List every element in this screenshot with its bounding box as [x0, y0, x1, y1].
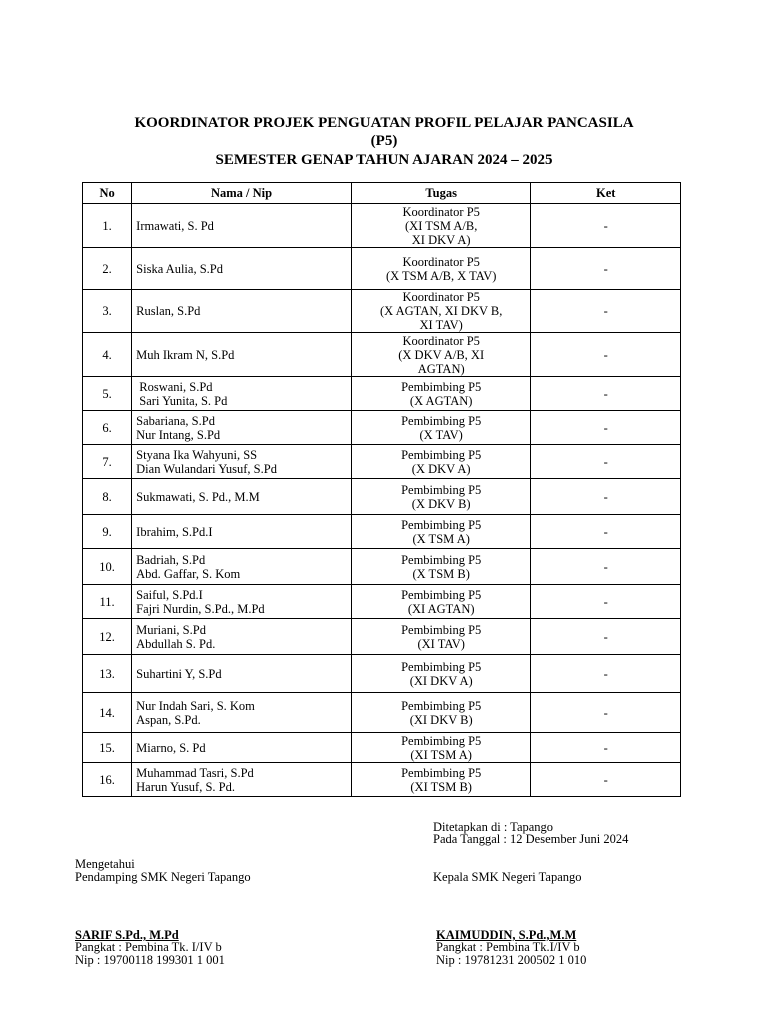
nama-line: Badriah, S.Pd: [136, 552, 206, 567]
tugas-line: (X TAV): [419, 427, 463, 442]
tugas-line: (X DKV B): [411, 496, 471, 511]
left-signatory-pangkat: Pangkat : Pembina Tk. I/IV b: [75, 940, 222, 954]
ditetapkan-text: Ditetapkan di : Tapango: [433, 820, 554, 834]
row-number: 12.: [83, 619, 132, 655]
nama-line: Irmawati, S. Pd: [136, 218, 214, 233]
tugas-line: (XI TSM A/B,: [405, 218, 478, 233]
table-row: [83, 733, 681, 763]
nama-line: Sabariana, S.Pd: [136, 413, 215, 428]
row-number: 15.: [83, 733, 132, 763]
row-tugas: [351, 693, 531, 733]
nama-line: Saiful, S.Pd.I: [136, 587, 203, 602]
document-subtitle: SEMESTER GENAP TAHUN AJARAN 2024 – 2025: [215, 152, 553, 168]
row-nama: [132, 445, 352, 479]
row-ket: -: [531, 333, 681, 377]
tugas-line: Pembimbing P5: [401, 622, 482, 637]
kepala-text: Kepala SMK Negeri Tapango: [433, 870, 582, 884]
table-row: [83, 655, 681, 693]
nama-line: Sukmawati, S. Pd., M.M: [136, 489, 260, 504]
tugas-line: (X TSM A/B, X TAV): [385, 268, 497, 283]
tugas-line: Koordinator P5: [402, 204, 480, 219]
tugas-line: Pembimbing P5: [401, 482, 482, 497]
tugas-line: Pembimbing P5: [401, 587, 482, 602]
nama-line: Harun Yusuf, S. Pd.: [136, 779, 236, 794]
row-ket: -: [531, 763, 681, 797]
row-number: 7.: [83, 445, 132, 479]
row-nama: [132, 204, 352, 248]
left-signatory-name: SARIF S.Pd., M.Pd: [75, 928, 179, 942]
row-number: 9.: [83, 515, 132, 549]
row-number: 10.: [83, 549, 132, 585]
row-number: 8.: [83, 479, 132, 515]
table-row: [83, 585, 681, 619]
row-tugas: [351, 333, 531, 377]
row-tugas: [351, 204, 531, 248]
nama-line: Muhammad Tasri, S.Pd: [136, 765, 254, 780]
tugas-line: (XI TSM B): [410, 779, 472, 794]
row-nama: [132, 549, 352, 585]
row-number: 16.: [83, 763, 132, 797]
table-header-row: [83, 183, 681, 204]
nama-line: Fajri Nurdin, S.Pd., M.Pd: [136, 601, 265, 616]
row-ket: -: [531, 411, 681, 445]
row-tugas: [351, 248, 531, 290]
nama-line: Abd. Gaffar, S. Kom: [136, 566, 241, 581]
header-no: No: [83, 183, 132, 204]
row-number: 2.: [83, 248, 132, 290]
row-nama: [132, 655, 352, 693]
table-row: [83, 333, 681, 377]
nama-line: Ibrahim, S.Pd.I: [136, 524, 213, 539]
row-nama: [132, 248, 352, 290]
row-nama: [132, 619, 352, 655]
mengetahui-text: Mengetahui: [75, 857, 135, 871]
row-tugas: [351, 515, 531, 549]
tugas-line: Pembimbing P5: [401, 379, 482, 394]
row-number: 13.: [83, 655, 132, 693]
row-ket: -: [531, 549, 681, 585]
nama-line: Suhartini Y, S.Pd: [136, 666, 222, 681]
row-ket: -: [531, 693, 681, 733]
row-nama: [132, 585, 352, 619]
table-row: [83, 290, 681, 333]
row-nama: [132, 377, 352, 411]
tugas-line: (X TSM A): [412, 531, 470, 546]
table-row: [83, 515, 681, 549]
tanggal-text: Pada Tanggal : 12 Desember Juni 2024: [433, 832, 629, 846]
tugas-line: Pembimbing P5: [401, 698, 482, 713]
row-nama: [132, 479, 352, 515]
nama-line: Nur Intang, S.Pd: [136, 427, 221, 442]
header-nama: Nama / Nip: [132, 183, 352, 204]
row-number: 1.: [83, 204, 132, 248]
table-row: [83, 763, 681, 797]
header-ket: Ket: [531, 183, 681, 204]
nama-line: Muriani, S.Pd: [136, 622, 206, 637]
row-ket: -: [531, 655, 681, 693]
tugas-line: (XI TSM A): [410, 747, 472, 762]
row-nama: [132, 693, 352, 733]
row-ket: -: [531, 619, 681, 655]
tugas-line: Pembimbing P5: [401, 413, 482, 428]
row-ket: -: [531, 204, 681, 248]
tugas-line: (XI AGTAN): [407, 601, 475, 616]
tugas-line: AGTAN): [417, 361, 465, 376]
left-signatory-nip: Nip : 19700118 199301 1 001: [75, 953, 225, 967]
nama-line: Siska Aulia, S.Pd: [136, 261, 223, 276]
tugas-line: (X AGTAN): [409, 393, 473, 408]
row-tugas: [351, 290, 531, 333]
tugas-line: Koordinator P5: [402, 290, 480, 304]
tugas-line: Koordinator P5: [402, 333, 480, 348]
right-signatory-pangkat: Pangkat : Pembina Tk.I/IV b: [436, 940, 580, 954]
table-row: [83, 693, 681, 733]
nama-line: Dian Wulandari Yusuf, S.Pd: [136, 461, 277, 476]
nama-line: Nur Indah Sari, S. Kom: [136, 698, 255, 713]
row-tugas: [351, 445, 531, 479]
tugas-line: (X AGTAN, XI DKV B,: [379, 304, 503, 318]
tugas-line: (X DKV A/B, XI: [398, 347, 485, 362]
row-ket: -: [531, 290, 681, 333]
tugas-line: XI TAV): [419, 318, 463, 332]
row-nama: [132, 411, 352, 445]
row-ket: -: [531, 445, 681, 479]
header-tugas: Tugas: [351, 183, 531, 204]
table-row: [83, 619, 681, 655]
tugas-line: Pembimbing P5: [401, 659, 482, 674]
right-signatory-nip: Nip : 19781231 200502 1 010: [436, 953, 587, 967]
nama-line: Sari Yunita, S. Pd: [136, 393, 228, 408]
row-tugas: [351, 763, 531, 797]
tugas-line: Koordinator P5: [402, 254, 480, 269]
row-tugas: [351, 377, 531, 411]
nama-line: Styana Ika Wahyuni, SS: [136, 447, 258, 462]
table-row: [83, 411, 681, 445]
tugas-line: Pembimbing P5: [401, 552, 482, 567]
tugas-line: (XI TAV): [417, 636, 465, 651]
tugas-line: Pembimbing P5: [401, 517, 482, 532]
row-nama: [132, 333, 352, 377]
tugas-line: (X DKV A): [411, 461, 471, 476]
row-number: 4.: [83, 333, 132, 377]
row-ket: -: [531, 733, 681, 763]
tugas-line: Pembimbing P5: [401, 765, 482, 780]
row-tugas: [351, 733, 531, 763]
nama-line: Aspan, S.Pd.: [136, 712, 201, 727]
nama-line: Roswani, S.Pd: [136, 379, 213, 394]
row-tugas: [351, 655, 531, 693]
row-nama: [132, 515, 352, 549]
row-number: 6.: [83, 411, 132, 445]
table-row: [83, 204, 681, 248]
coordinator-table: [82, 182, 681, 797]
pendamping-text: Pendamping SMK Negeri Tapango: [75, 870, 251, 884]
row-tugas: [351, 479, 531, 515]
row-ket: -: [531, 515, 681, 549]
row-nama: [132, 290, 352, 333]
nama-line: Ruslan, S.Pd: [136, 304, 201, 318]
right-signatory-name: KAIMUDDIN, S.Pd.,M.M: [436, 928, 577, 942]
nama-line: Muh Ikram N, S.Pd: [136, 347, 235, 362]
row-ket: -: [531, 377, 681, 411]
table-row: [83, 377, 681, 411]
tugas-line: XI DKV A): [411, 232, 471, 247]
table-row: [83, 479, 681, 515]
tugas-line: (X TSM B): [412, 566, 470, 581]
row-number: 5.: [83, 377, 132, 411]
row-nama: [132, 733, 352, 763]
table-body: [83, 204, 681, 797]
tugas-line: Pembimbing P5: [401, 733, 482, 748]
nama-line: Abdullah S. Pd.: [136, 636, 216, 651]
table-row: [83, 549, 681, 585]
row-tugas: [351, 411, 531, 445]
row-number: 11.: [83, 585, 132, 619]
row-number: 3.: [83, 290, 132, 333]
nama-line: Miarno, S. Pd: [136, 740, 206, 755]
table-row: [83, 248, 681, 290]
row-tugas: [351, 619, 531, 655]
row-ket: -: [531, 585, 681, 619]
row-ket: -: [531, 479, 681, 515]
tugas-line: (XI DKV B): [409, 712, 473, 727]
table-row: [83, 445, 681, 479]
tugas-line: (XI DKV A): [409, 673, 473, 688]
row-nama: [132, 763, 352, 797]
tugas-line: Pembimbing P5: [401, 447, 482, 462]
document-title: KOORDINATOR PROJEK PENGUATAN PROFIL PELAJAR PANCASILA: [134, 115, 634, 131]
row-ket: -: [531, 248, 681, 290]
row-tugas: [351, 549, 531, 585]
document-title-abbrev: (P5): [370, 133, 398, 149]
row-number: 14.: [83, 693, 132, 733]
row-tugas: [351, 585, 531, 619]
